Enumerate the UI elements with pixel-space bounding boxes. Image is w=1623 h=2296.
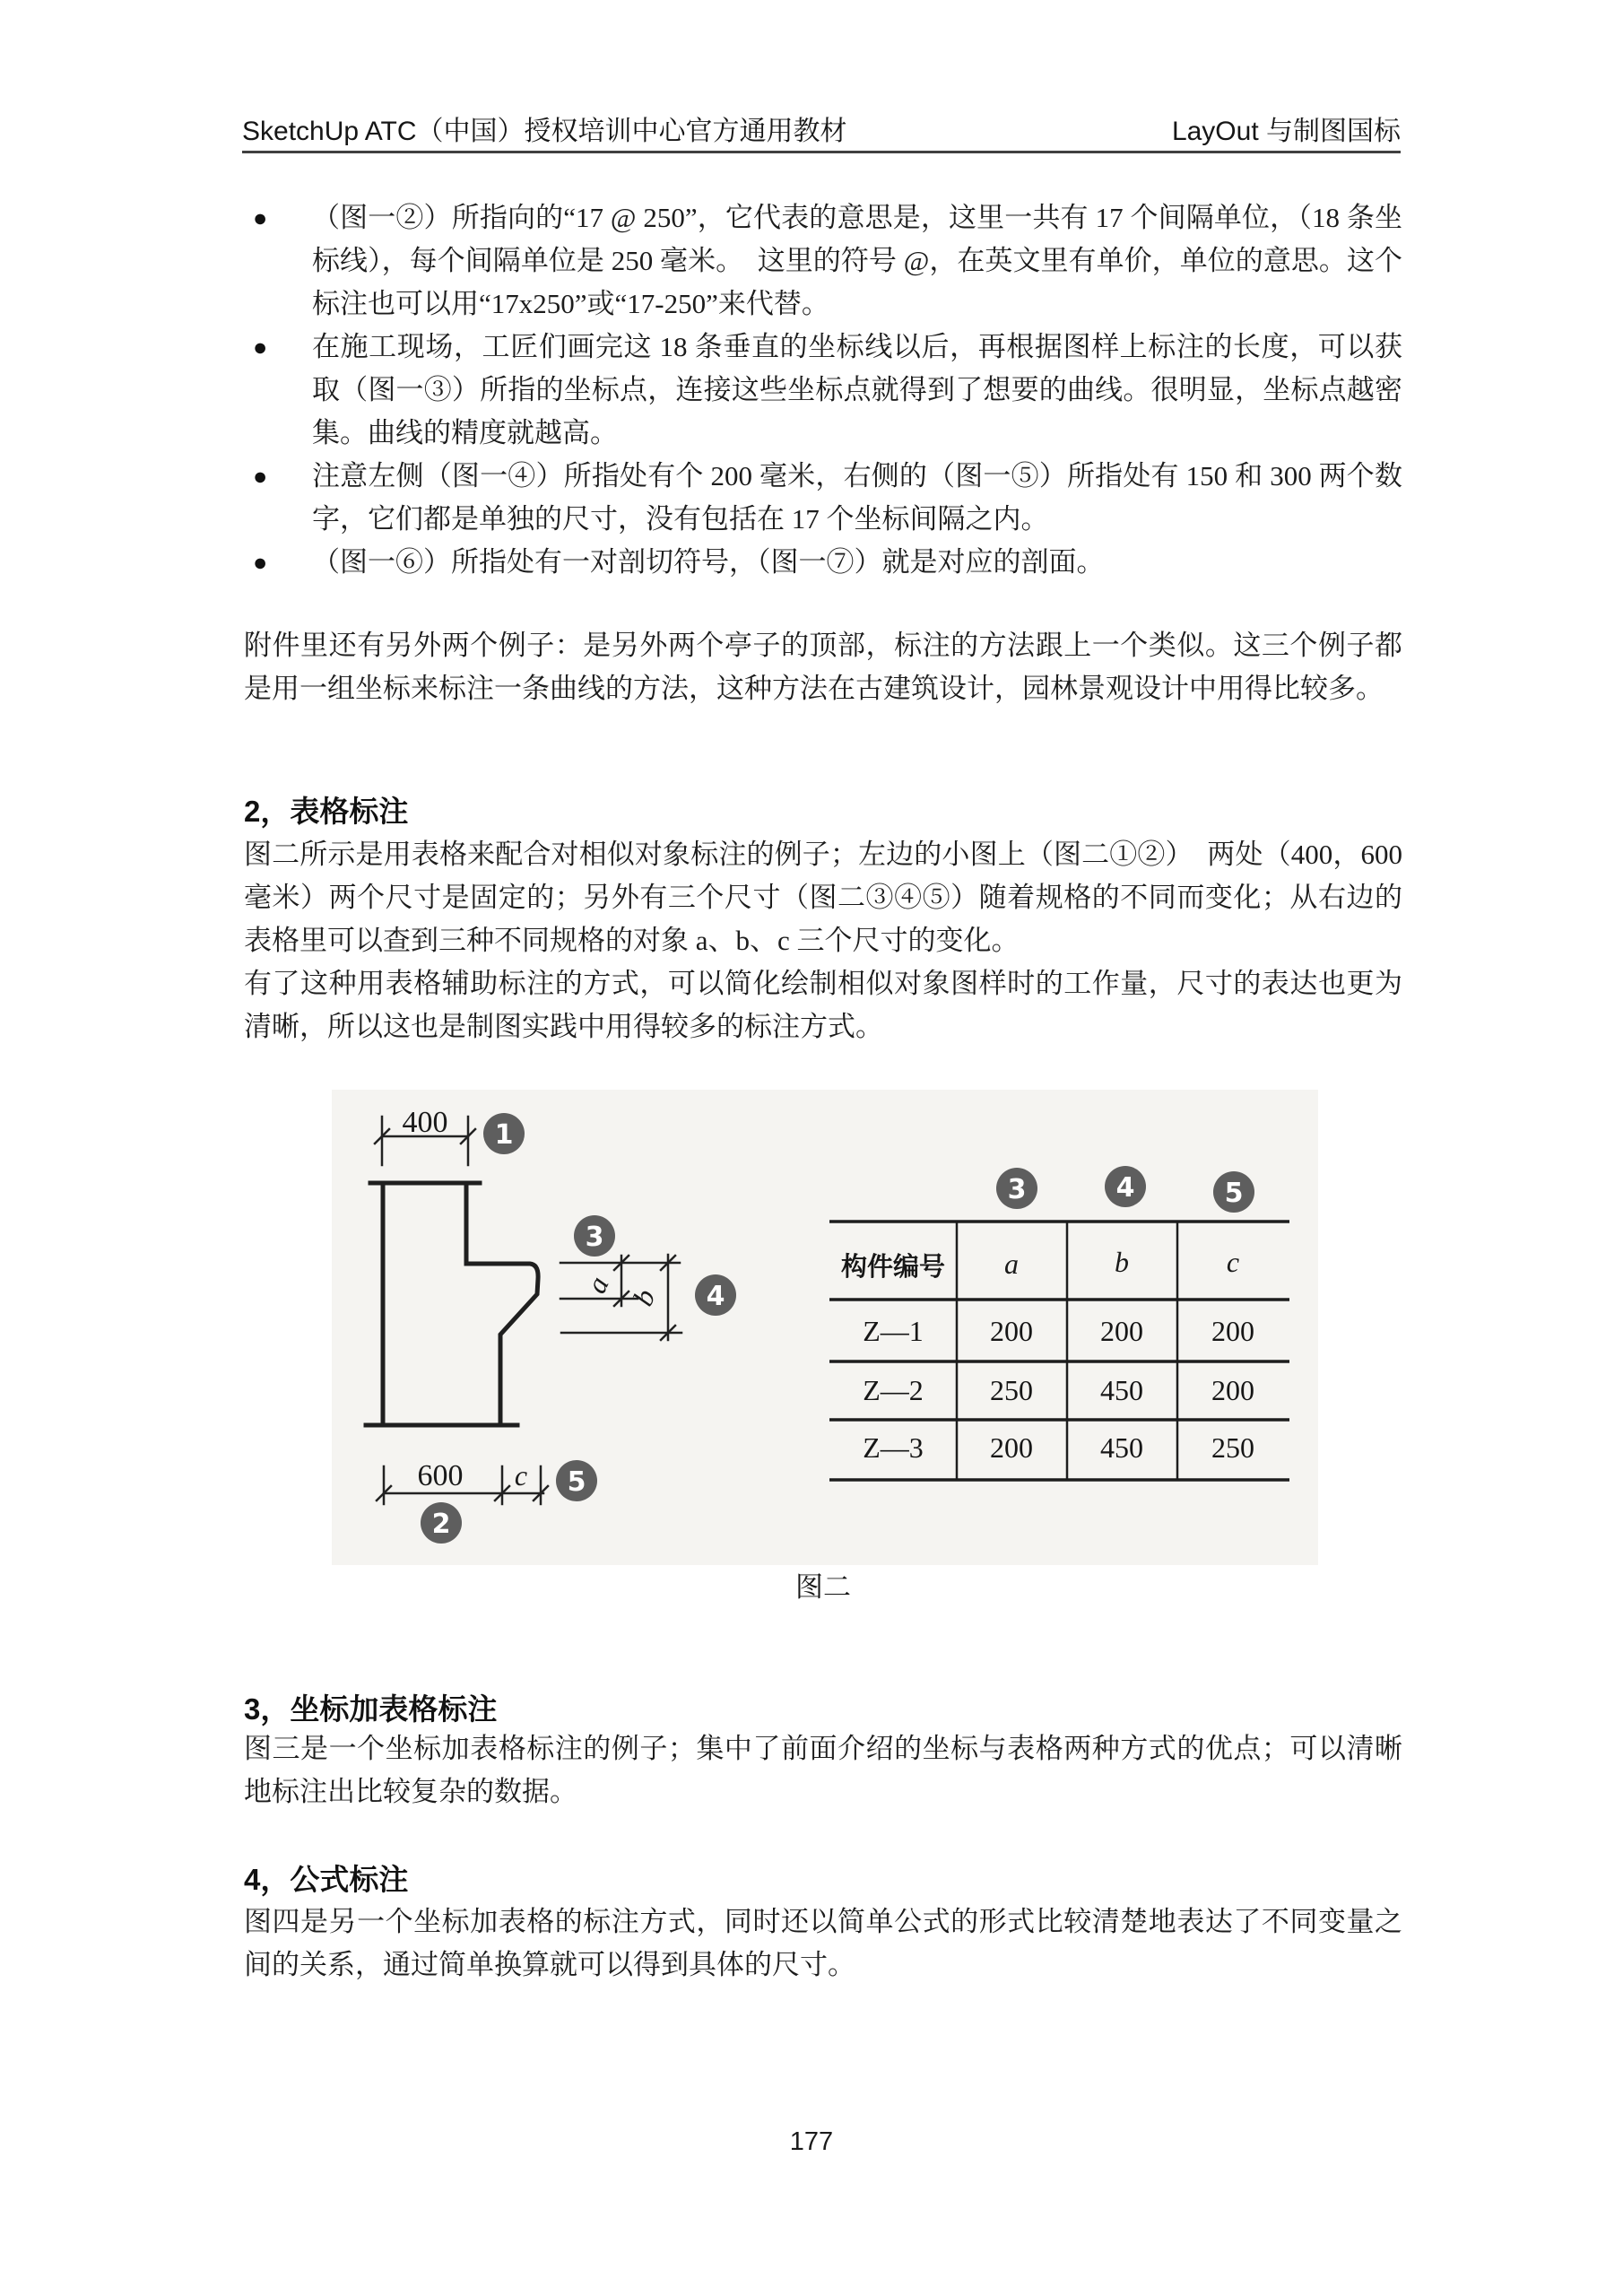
bullet-marker: ● <box>253 334 268 361</box>
paragraph-text: 有了这种用表格辅助标注的方式，可以简化绘制相似对象图样时的工作量，尺寸的表达也更为清晰，所以这也是制图实践中用得较多的标注方式。 <box>244 968 1402 1042</box>
table-header-cell: c <box>1226 1246 1240 1278</box>
table-cell: 200 <box>1100 1315 1143 1347</box>
bullet-item <box>244 541 1402 584</box>
paragraph-text: 图三是一个坐标加表格标注的例子；集中了前面介绍的坐标与表格两种方式的优点；可以清晰地标注出比较复杂的数据。 <box>244 1733 1402 1807</box>
dimension-lines <box>375 1117 681 1504</box>
table-cell: 450 <box>1100 1374 1143 1406</box>
bullet-marker: ● <box>253 463 268 490</box>
bullet-list <box>244 196 1402 584</box>
badge-number: 3 <box>1007 1174 1027 1205</box>
section-4-heading: 4，公式标注 <box>244 1863 409 1896</box>
table-cell: Z—1 <box>863 1315 924 1347</box>
header-right-title: LayOut 与制图国标 <box>1171 117 1401 146</box>
section-3-body <box>244 1727 1402 1813</box>
badge-number: 2 <box>431 1509 451 1540</box>
table-header-cell: a <box>1004 1248 1019 1280</box>
column-profile-drawing <box>366 1183 538 1425</box>
dimension-label-c: c <box>514 1459 528 1492</box>
table-column-badge-5 <box>1213 1171 1254 1213</box>
dimension-label-600: 600 <box>417 1459 464 1492</box>
badge-number: 1 <box>494 1119 514 1151</box>
bullet-item <box>244 326 1402 455</box>
section-3-heading: 3，坐标加表格标注 <box>244 1692 498 1726</box>
table-cell: 250 <box>990 1374 1033 1406</box>
table-cell: Z—3 <box>863 1431 924 1464</box>
table-cell: 200 <box>990 1431 1033 1464</box>
section-4-body <box>244 1900 1402 1987</box>
dimension-label-a: a <box>579 1271 615 1299</box>
parts-table <box>829 1166 1289 1480</box>
table-column-badge-3 <box>996 1168 1037 1209</box>
bullet-marker: ● <box>253 549 268 576</box>
paragraph-text: 图四是另一个坐标加表格的标注方式，同时还以简单公式的形式比较清楚地表达了不同变量之间的关系，通过简单换算就可以得到具体的尺寸。 <box>244 1906 1402 1980</box>
table-cell: Z—2 <box>863 1374 924 1406</box>
bullet-text: 在施工现场，工匠们画完这 18 条垂直的坐标线以后，再根据图样上标注的长度，可以获取（图一③）所指的坐标点，连接这些坐标点就得到了想要的曲线。很明显，坐标点越密集。曲线的精度就越高。 <box>312 331 1402 448</box>
running-header <box>242 117 1401 153</box>
paragraph-text: 附件里还有另外两个例子：是另外两个亭子的顶部，标注的方法跟上一个类似。这三个例子都是用一组坐标来标注一条曲线的方法，这种方法在古建筑设计，园林景观设计中用得比较多。 <box>244 630 1402 704</box>
page-number: 177 <box>789 2127 834 2156</box>
table-cell: 200 <box>990 1315 1033 1347</box>
section-2-body <box>244 833 1402 1048</box>
table-header-cell: 构件编号 <box>840 1253 946 1282</box>
figure-2-image <box>332 1090 1318 1565</box>
table-cell: 200 <box>1211 1374 1254 1406</box>
dimension-label-b: b <box>626 1283 662 1311</box>
bullet-item <box>244 455 1402 541</box>
dimension-label-400: 400 <box>402 1106 448 1139</box>
badge-number: 3 <box>585 1222 604 1253</box>
callout-badge-1 <box>483 1113 525 1154</box>
callout-badge-2 <box>421 1502 462 1544</box>
callout-badge-3 <box>574 1215 615 1257</box>
badge-number: 5 <box>1224 1178 1244 1209</box>
table-header-cell: b <box>1115 1246 1129 1278</box>
paragraph-text: 图二所示是用表格来配合对相似对象标注的例子；左边的小图上（图二①②） 两处（400，600 毫米）两个尺寸是固定的；另外有三个尺寸（图二③④⑤）随着规格的不同而变化；从右边的表格里可以查到三种不同规格的对象 a、b、c 三个尺寸的变化。 <box>244 839 1402 956</box>
bullet-text: （图一②）所指向的“17 @ 250”，它代表的意思是，这里一共有 17 个间隔单位，（18 条坐标线），每个间隔单位是 250 毫米。 这里的符号 @，在英文里有单价，单位的意思。这个标注也可以用“17x250”或“17-250”来代替。 <box>312 202 1402 319</box>
callout-badge-4 <box>695 1274 736 1316</box>
bullet-marker: ● <box>253 204 268 231</box>
table-cell: 250 <box>1211 1431 1254 1464</box>
badge-number: 4 <box>1115 1172 1135 1204</box>
bullet-item <box>244 196 1402 326</box>
callout-badge-5 <box>556 1460 597 1501</box>
table-cell: 200 <box>1211 1315 1254 1347</box>
badge-number: 5 <box>567 1466 586 1498</box>
table-cell: 450 <box>1100 1431 1143 1464</box>
header-left-title: SketchUp ATC（中国）授权培训中心官方通用教材 <box>242 117 847 146</box>
table-column-badge-4 <box>1105 1166 1146 1207</box>
figure-2-caption: 图二 <box>795 1571 851 1603</box>
badge-number: 4 <box>706 1281 725 1312</box>
bullet-text: 注意左侧（图一④）所指处有个 200 毫米，右侧的（图一⑤）所指处有 150 和 300 两个数字，它们都是单独的尺寸，没有包括在 17 个坐标间隔之内。 <box>312 460 1402 535</box>
section-2-heading: 2，表格标注 <box>244 795 409 828</box>
intro-paragraph <box>244 624 1402 710</box>
bullet-text: （图一⑥）所指处有一对剖切符号，（图一⑦）就是对应的剖面。 <box>312 546 1105 578</box>
